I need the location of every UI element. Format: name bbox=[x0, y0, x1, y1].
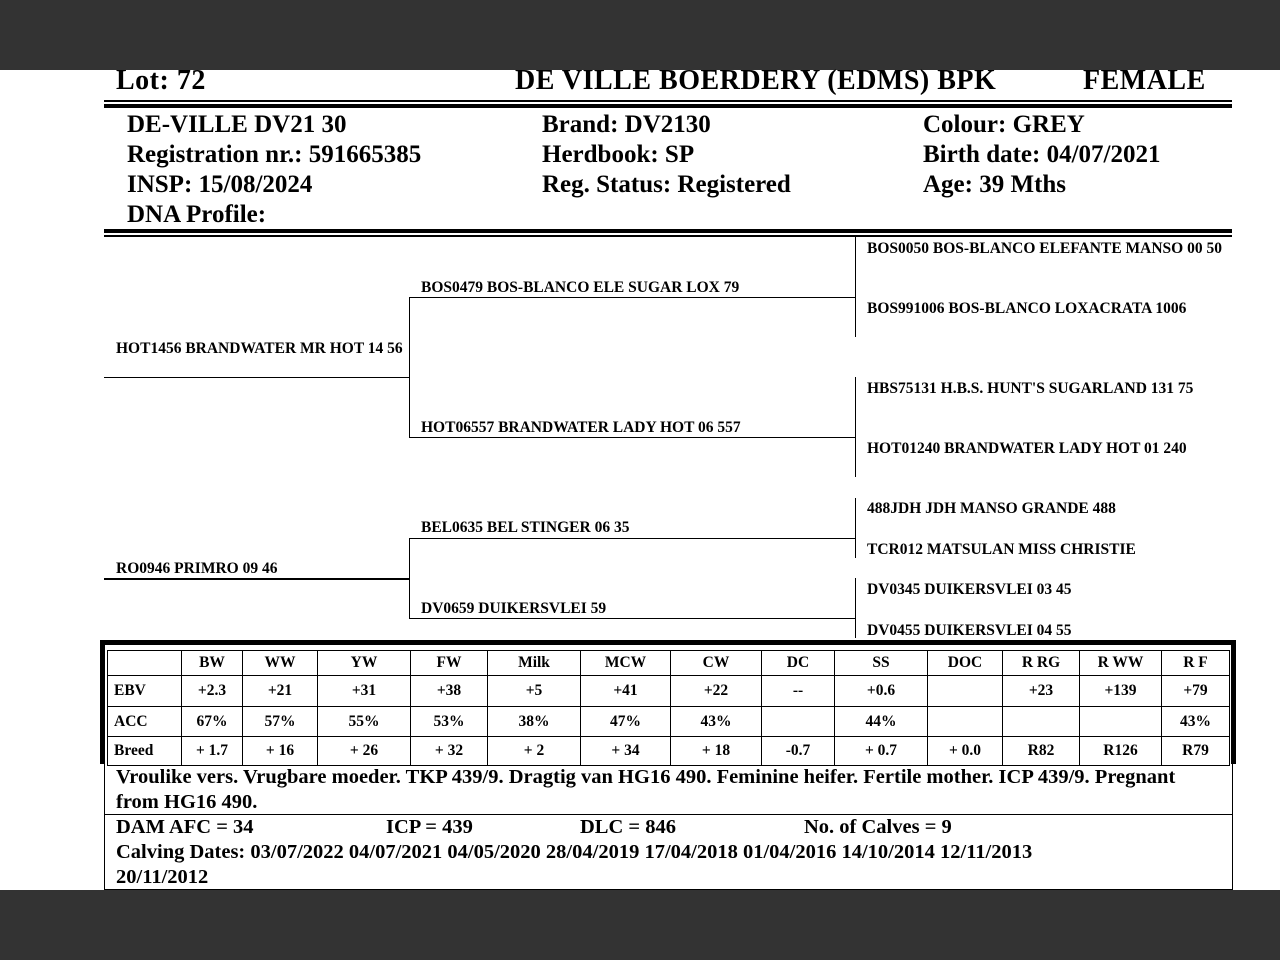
ebv-cell: R82 bbox=[1003, 737, 1080, 766]
reg-status: Reg. Status: Registered bbox=[542, 171, 791, 198]
ebv-cell: R126 bbox=[1080, 737, 1162, 766]
ebv-col-header: R WW bbox=[1080, 651, 1162, 676]
ebv-col-header: WW bbox=[243, 651, 318, 676]
dam-dam-line bbox=[409, 618, 855, 619]
info-rule-thick bbox=[104, 229, 1232, 233]
ebv-col-header: CW bbox=[671, 651, 762, 676]
ebv-row-ebv bbox=[108, 676, 1230, 707]
ebv-cell: 55% bbox=[318, 707, 411, 737]
animal-info-left bbox=[127, 110, 421, 230]
dam-bracket bbox=[409, 538, 410, 618]
pedigree-dam-dam: DV0659 DUIKERSVLEI 59 bbox=[421, 600, 607, 617]
sex-label: FEMALE bbox=[1083, 65, 1206, 96]
sire-bracket bbox=[409, 297, 410, 437]
ebv-cell: + 0.0 bbox=[928, 737, 1003, 766]
pedigree-sire-sire: BOS0479 BOS-BLANCO ELE SUGAR LOX 79 bbox=[421, 279, 740, 296]
pedigree-sire: HOT1456 BRANDWATER MR HOT 14 56 bbox=[116, 340, 403, 357]
ebv-cell: +21 bbox=[243, 676, 318, 707]
ggp-6: TCR012 MATSULAN MISS CHRISTIE bbox=[867, 541, 1136, 558]
remarks-text: Vroulike vers. Vrugbare moeder. TKP 439/9. Dragtig van HG16 490. Feminine heifer. Fertile mother. ICP 439/9. Pregnant from HG16 490. bbox=[116, 766, 1176, 813]
ebv-col-header: Milk bbox=[488, 651, 581, 676]
ebv-cell: + 16 bbox=[243, 737, 318, 766]
ebv-row-label: Breed bbox=[108, 737, 182, 766]
animal-name: DE-VILLE DV21 30 bbox=[127, 111, 347, 138]
pedigree-sire-dam: HOT06557 BRANDWATER LADY HOT 06 557 bbox=[421, 419, 741, 436]
ebv-cell: +139 bbox=[1080, 676, 1162, 707]
ebv-cell: + 0.7 bbox=[835, 737, 928, 766]
ebv-cell: +38 bbox=[411, 676, 488, 707]
colour: Colour: GREY bbox=[923, 111, 1085, 138]
ebv-cell bbox=[762, 707, 835, 737]
ebv-cell: +41 bbox=[581, 676, 671, 707]
ebv-cell: R79 bbox=[1162, 737, 1230, 766]
dam-afc: DAM AFC = 34 bbox=[116, 816, 254, 838]
header-rule-thick bbox=[104, 104, 1232, 108]
ebv-cell: +5 bbox=[488, 676, 581, 707]
dam-sire-bracket bbox=[855, 498, 856, 558]
sire-line bbox=[104, 377, 409, 378]
ebv-cell: +0.6 bbox=[835, 676, 928, 707]
info-rule bbox=[104, 235, 1232, 237]
ebv-header-row bbox=[108, 651, 1230, 676]
pedigree-dam-sire: BEL0635 BEL STINGER 06 35 bbox=[421, 519, 630, 536]
ebv-cell: 67% bbox=[182, 707, 243, 737]
pedigree-dam: RO0946 PRIMRO 09 46 bbox=[116, 560, 278, 577]
ggp-2: BOS991006 BOS-BLANCO LOXACRATA 1006 bbox=[867, 300, 1187, 317]
ebv-cell: 47% bbox=[581, 707, 671, 737]
sire-dam-bracket bbox=[855, 377, 856, 477]
breeder-name: DE VILLE BOERDERY (EDMS) BPK bbox=[515, 65, 997, 96]
animal-info-middle bbox=[542, 110, 791, 200]
ebv-col-header: DC bbox=[762, 651, 835, 676]
ebv-cell: +22 bbox=[671, 676, 762, 707]
ebv-cell: 53% bbox=[411, 707, 488, 737]
ebv-col-header: YW bbox=[318, 651, 411, 676]
ebv-row-breed bbox=[108, 737, 1230, 766]
icp: ICP = 439 bbox=[386, 816, 473, 838]
ebv-cell: 44% bbox=[835, 707, 928, 737]
animal-info-right bbox=[923, 110, 1161, 200]
ebv-cell: + 32 bbox=[411, 737, 488, 766]
ebv-row-label: EBV bbox=[108, 676, 182, 707]
ggp-7: DV0345 DUIKERSVLEI 03 45 bbox=[867, 581, 1072, 598]
sire-sire-line bbox=[409, 297, 855, 298]
ggp-5: 488JDH JDH MANSO GRANDE 488 bbox=[867, 500, 1116, 517]
ebv-cell: 43% bbox=[1162, 707, 1230, 737]
ebv-cell: +2.3 bbox=[182, 676, 243, 707]
brand: Brand: DV2130 bbox=[542, 111, 711, 138]
dam-dam-bracket bbox=[855, 578, 856, 638]
ebv-col-header: BW bbox=[182, 651, 243, 676]
ebv-cell: + 18 bbox=[671, 737, 762, 766]
ebv-col-header: DOC bbox=[928, 651, 1003, 676]
calving-dates: Calving Dates: 03/07/2022 04/07/2021 04/05/2020 28/04/2019 17/04/2018 01/04/2016 14/10/2014 12/11/2013 20/11/2012 bbox=[116, 841, 1033, 888]
sire-sire-bracket bbox=[855, 237, 856, 337]
ebv-cell: 57% bbox=[243, 707, 318, 737]
ebv-table bbox=[107, 650, 1230, 766]
ebv-col-header: MCW bbox=[581, 651, 671, 676]
ebv-cell bbox=[928, 707, 1003, 737]
ebv-col-header bbox=[108, 651, 182, 676]
ebv-cell: + 2 bbox=[488, 737, 581, 766]
dlc: DLC = 846 bbox=[580, 816, 676, 838]
header-rule bbox=[104, 100, 1232, 102]
sire-dam-line bbox=[409, 437, 855, 438]
ebv-col-header: R F bbox=[1162, 651, 1230, 676]
insp-date: INSP: 15/08/2024 bbox=[127, 171, 313, 198]
ebv-cell: -0.7 bbox=[762, 737, 835, 766]
dam-sire-line bbox=[409, 538, 855, 539]
ebv-cell: + 1.7 bbox=[182, 737, 243, 766]
ebv-row-label: ACC bbox=[108, 707, 182, 737]
dna-profile: DNA Profile: bbox=[127, 201, 267, 228]
ebv-cell: +23 bbox=[1003, 676, 1080, 707]
lot-number: Lot: 72 bbox=[116, 65, 206, 96]
ebv-cell: +31 bbox=[318, 676, 411, 707]
ebv-col-header: R RG bbox=[1003, 651, 1080, 676]
ebv-cell: 38% bbox=[488, 707, 581, 737]
herdbook: Herdbook: SP bbox=[542, 141, 695, 168]
dam-line bbox=[104, 578, 409, 580]
birth-date: Birth date: 04/07/2021 bbox=[923, 141, 1161, 168]
ebv-cell bbox=[928, 676, 1003, 707]
ebv-cell: -- bbox=[762, 676, 835, 707]
ebv-col-header: SS bbox=[835, 651, 928, 676]
ebv-cell bbox=[1080, 707, 1162, 737]
ggp-1: BOS0050 BOS-BLANCO ELEFANTE MANSO 00 50 bbox=[867, 240, 1222, 257]
age: Age: 39 Mths bbox=[923, 171, 1067, 198]
no-of-calves: No. of Calves = 9 bbox=[804, 816, 952, 838]
ebv-cell: 43% bbox=[671, 707, 762, 737]
ebv-cell: + 34 bbox=[581, 737, 671, 766]
ebv-cell: + 26 bbox=[318, 737, 411, 766]
ggp-3: HBS75131 H.B.S. HUNT'S SUGARLAND 131 75 bbox=[867, 380, 1194, 397]
ebv-col-header: FW bbox=[411, 651, 488, 676]
ebv-row-acc bbox=[108, 707, 1230, 737]
ggp-8: DV0455 DUIKERSVLEI 04 55 bbox=[867, 622, 1072, 639]
ggp-4: HOT01240 BRANDWATER LADY HOT 01 240 bbox=[867, 440, 1187, 457]
registration-number: Registration nr.: 591665385 bbox=[127, 141, 422, 168]
ebv-cell bbox=[1003, 707, 1080, 737]
ebv-cell: +79 bbox=[1162, 676, 1230, 707]
catalogue-page bbox=[0, 65, 1280, 890]
